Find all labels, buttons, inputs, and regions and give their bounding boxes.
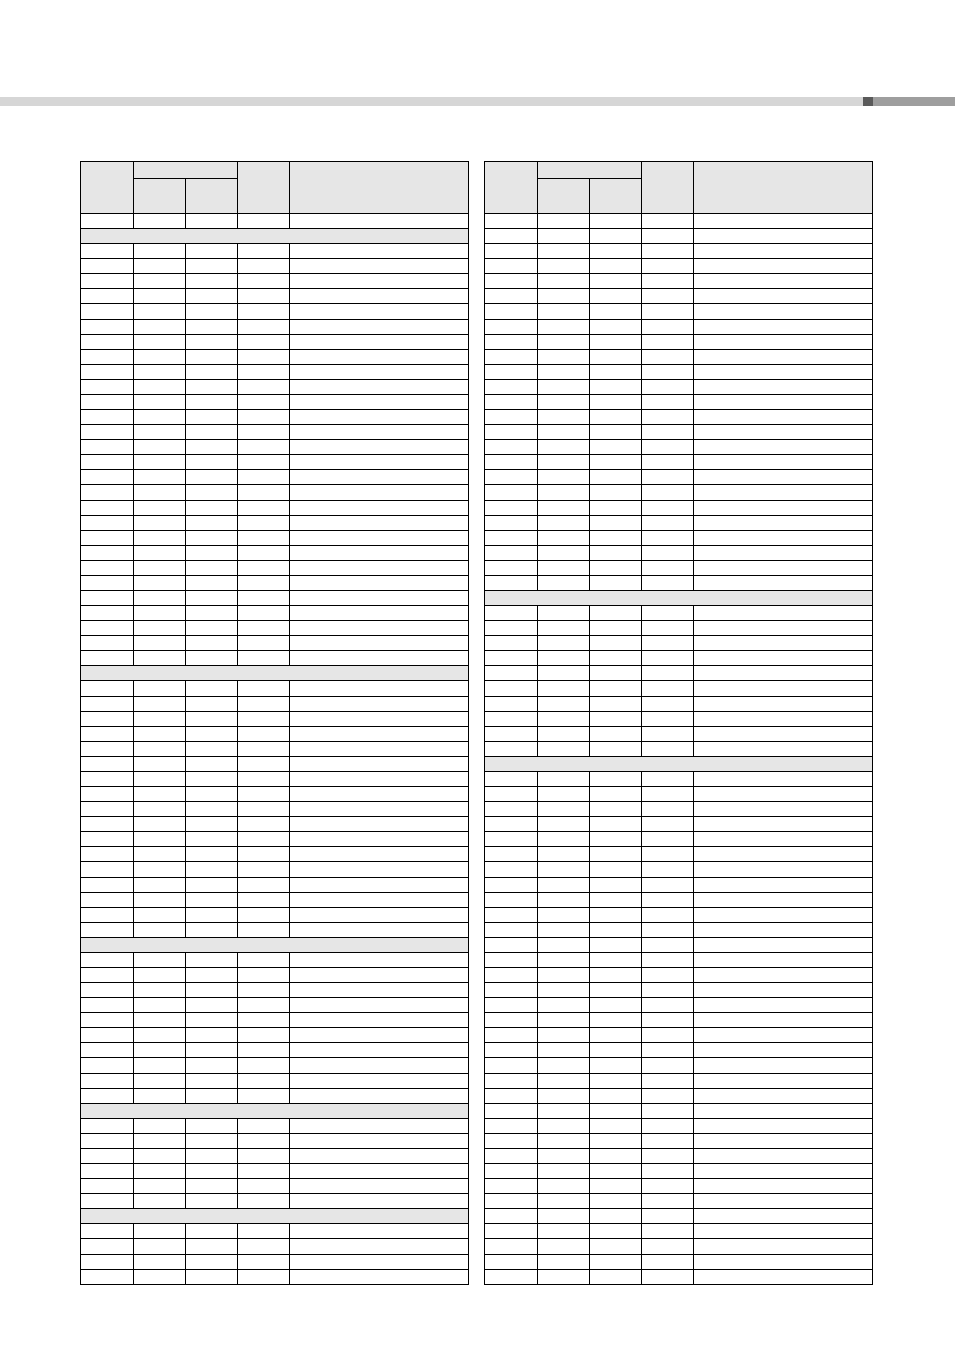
table-row [485,983,872,998]
table-row [81,712,468,727]
table-row [485,1209,872,1224]
column-divider [237,953,238,1104]
table-row [81,651,468,666]
table-row [485,666,872,681]
table-row [485,787,872,802]
table-row [81,998,468,1013]
column-divider [289,214,290,229]
table-row [485,1239,872,1254]
table-row [81,591,468,606]
table-row [81,968,468,983]
table-row [81,274,468,289]
column-divider [133,244,134,666]
column-divider [185,681,186,937]
header-bar [0,97,863,106]
table-row [81,847,468,862]
table-row [81,832,468,847]
table-row [81,259,468,274]
table-row [81,621,468,636]
column-divider [289,681,290,937]
table-row [485,923,872,938]
table-row [485,636,872,651]
table-row [81,320,468,335]
table-row [485,214,872,229]
table-row [81,727,468,742]
table-row [81,244,468,259]
table-row [485,289,872,304]
column-divider [289,953,290,1104]
table-row [485,1179,872,1194]
column-divider [237,214,238,229]
column-divider [289,1224,290,1284]
table-row [485,259,872,274]
table-row [81,606,468,621]
table-row [81,862,468,877]
table-row [485,1119,872,1134]
table-row [81,304,468,319]
table-row [485,1194,872,1209]
column-divider [185,1224,186,1284]
table-row [485,576,872,591]
column-divider [133,1224,134,1284]
table-row [485,440,872,455]
table-row [485,938,872,953]
table-row [485,1270,872,1285]
column-divider [133,953,134,1104]
column-divider [641,606,642,757]
column-divider [537,214,538,591]
table-row [485,651,872,666]
table-header [485,162,872,214]
table-row [485,878,872,893]
table-row [81,576,468,591]
table-row [81,1119,468,1134]
table-row [485,1149,872,1164]
table-row [81,425,468,440]
table-row [485,1074,872,1089]
column-divider [537,772,538,1284]
table-row [81,1149,468,1164]
table-row [81,772,468,787]
table-row [485,847,872,862]
table-row [81,214,468,229]
table-row [81,1224,468,1239]
table-row [81,531,468,546]
column-divider [289,1119,290,1209]
table-row [485,546,872,561]
table-row [81,1179,468,1194]
table-row [81,1089,468,1104]
column-divider [133,162,134,214]
table-row [81,817,468,832]
column-divider [693,772,694,1284]
table-row [485,455,872,470]
table-row [485,1043,872,1058]
column-divider [185,1119,186,1209]
table-row [81,1013,468,1028]
table-row [81,1255,468,1270]
column-divider [237,681,238,937]
table-row [81,1194,468,1209]
table-row [485,1104,872,1119]
table-row [485,395,872,410]
table-row [81,410,468,425]
table-row [81,802,468,817]
table-header [81,162,468,214]
table-row [81,516,468,531]
table-row [81,395,468,410]
table-row [81,742,468,757]
table-row [485,712,872,727]
table-row [81,470,468,485]
table-row [81,893,468,908]
table-row [485,501,872,516]
column-divider [133,214,134,229]
table-row [81,1058,468,1073]
column-divider [185,953,186,1104]
table-row [485,832,872,847]
table-row [81,350,468,365]
table-row [81,365,468,380]
table-row [81,561,468,576]
table-row [81,878,468,893]
column-divider [589,606,590,757]
right-table [484,161,873,1285]
column-divider [693,162,694,214]
table-row [485,516,872,531]
table-row [485,244,872,259]
table-row [81,923,468,938]
column-divider [589,772,590,1284]
table-row [485,908,872,923]
column-divider [589,214,590,591]
table-row [81,501,468,516]
table-row [81,681,468,696]
column-divider [237,1224,238,1284]
table-row [485,1224,872,1239]
section-row [81,1209,468,1224]
table-row [81,1074,468,1089]
column-divider [237,162,238,214]
column-divider [641,772,642,1284]
header-subdivider [133,178,237,179]
table-row [81,1239,468,1254]
table-row [485,998,872,1013]
table-row [81,546,468,561]
section-row [81,229,468,244]
table-row [81,636,468,651]
column-divider [537,606,538,757]
table-row [81,485,468,500]
column-divider [537,162,538,214]
table-row [485,1013,872,1028]
table-row [485,968,872,983]
table-row [485,697,872,712]
column-divider [289,244,290,666]
section-row [81,938,468,953]
table-row [485,335,872,350]
table-row [485,953,872,968]
table-row [81,757,468,772]
table-row [485,425,872,440]
table-row [81,289,468,304]
table-row [81,953,468,968]
table-row [485,320,872,335]
table-row [485,304,872,319]
table-row [485,531,872,546]
table-row [81,787,468,802]
column-divider [641,214,642,591]
table-row [485,772,872,787]
table-row [485,862,872,877]
table-row [81,1270,468,1285]
table-row [485,893,872,908]
column-divider [185,214,186,229]
table-row [81,983,468,998]
table-row [485,1058,872,1073]
column-divider [641,162,642,214]
table-row [485,606,872,621]
table-row [485,350,872,365]
section-row [485,757,872,772]
column-divider [289,162,290,214]
header-bar-accent-dark [863,97,873,106]
column-divider [693,214,694,591]
table-row [485,1164,872,1179]
table-row [485,1089,872,1104]
header-subdivider [537,178,641,179]
header-bar-accent-light [873,97,955,106]
table-row [485,681,872,696]
column-divider [693,606,694,757]
left-table [80,161,469,1285]
column-divider [237,244,238,666]
table-row [81,697,468,712]
table-row [485,470,872,485]
column-divider [237,1119,238,1209]
table-row [485,1255,872,1270]
column-divider [185,244,186,666]
section-row [81,666,468,681]
table-row [485,621,872,636]
table-row [485,802,872,817]
table-row [485,410,872,425]
table-row [81,908,468,923]
table-row [81,380,468,395]
column-divider [133,1119,134,1209]
table-row [81,440,468,455]
table-row [485,817,872,832]
section-row [485,591,872,606]
column-divider [133,681,134,937]
table-row [81,1134,468,1149]
table-row [485,485,872,500]
table-row [485,1134,872,1149]
table-row [485,1028,872,1043]
column-divider [185,178,186,214]
table-row [485,365,872,380]
table-row [81,1043,468,1058]
table-row [485,727,872,742]
table-row [485,380,872,395]
section-row [81,1104,468,1119]
table-row [485,229,872,244]
table-row [81,1164,468,1179]
table-row [81,455,468,470]
column-divider [589,178,590,214]
table-row [485,561,872,576]
table-row [81,1028,468,1043]
table-row [485,274,872,289]
table-row [81,335,468,350]
table-row [485,742,872,757]
